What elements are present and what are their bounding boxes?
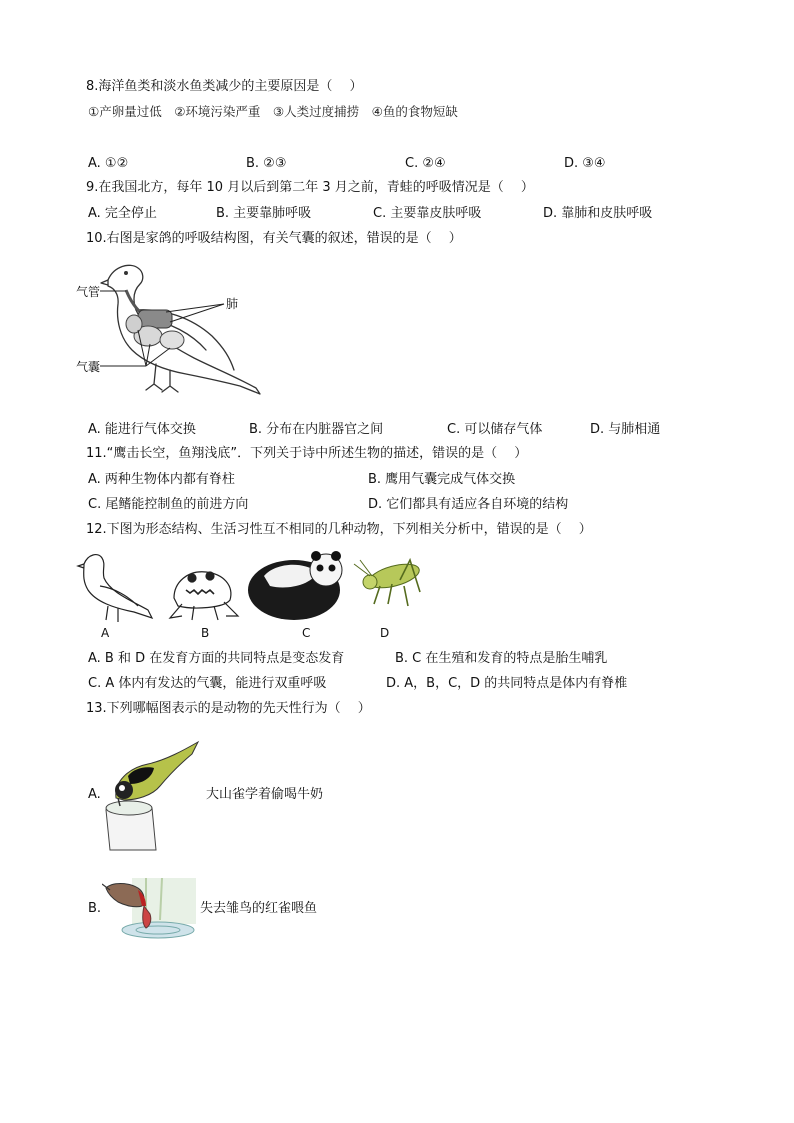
q11-stem: 11.“鹰击长空，鱼翔浅底”．下列关于诗中所述生物的描述，错误的是（ ） bbox=[86, 446, 528, 461]
q8-option-a[interactable]: A. ①② bbox=[88, 156, 129, 171]
label-a: A bbox=[101, 626, 110, 640]
q8-option-c[interactable]: C. ②④ bbox=[405, 156, 446, 171]
q11-option-b[interactable]: B. 鹰用气囊完成气体交换 bbox=[368, 472, 516, 487]
grasshopper-icon bbox=[354, 560, 422, 606]
q9-option-b[interactable]: B. 主要靠肺呼吸 bbox=[216, 206, 312, 221]
q8-items: ①产卵量过低 ②环境污染严重 ③人类过度捕捞 ④鱼的食物短缺 bbox=[88, 104, 458, 119]
label-trachea: 气管 bbox=[76, 285, 101, 299]
label-lung: 肺 bbox=[226, 297, 239, 311]
animal-figures bbox=[74, 546, 424, 626]
frog-icon bbox=[170, 572, 238, 620]
q9-option-a[interactable]: A. 完全停止 bbox=[88, 206, 157, 221]
pigeon-icon bbox=[78, 555, 152, 622]
q8-stem: 8.海洋鱼类和淡水鱼类减少的主要原因是（ ） bbox=[86, 79, 363, 94]
q12-option-c[interactable]: C. A 体内有发达的气囊，能进行双重呼吸 bbox=[88, 676, 327, 691]
q13-option-b-caption: 失去雏鸟的红雀喂鱼 bbox=[200, 901, 318, 916]
q12-stem: 12.下图为形态结构、生活习性互不相同的几种动物，下列相关分析中，错误的是（ ） bbox=[86, 522, 592, 537]
q10-option-c[interactable]: C. 可以储存气体 bbox=[447, 422, 543, 437]
q12-option-d[interactable]: D. A，B，C，D 的共同特点是体内有脊椎 bbox=[386, 676, 628, 691]
q11-option-d[interactable]: D. 它们都具有适应各自环境的结构 bbox=[368, 497, 569, 512]
label-b: B bbox=[201, 626, 210, 640]
titmouse-milk-bottle-image bbox=[100, 738, 200, 856]
q13-option-a-letter[interactable]: A. bbox=[88, 787, 101, 802]
cardinal-feeding-fish-image bbox=[102, 878, 196, 940]
q9-option-c[interactable]: C. 主要靠皮肤呼吸 bbox=[373, 206, 482, 221]
q12-option-b[interactable]: B. C 在生殖和发育的特点是胎生哺乳 bbox=[395, 651, 608, 666]
q10-option-a[interactable]: A. 能进行气体交换 bbox=[88, 422, 196, 437]
q10-stem: 10.右图是家鸽的呼吸结构图，有关气囊的叙述，错误的是（ ） bbox=[86, 231, 462, 246]
label-d: D bbox=[380, 626, 390, 640]
q8-option-b[interactable]: B. ②③ bbox=[246, 156, 287, 171]
q11-option-a[interactable]: A. 两种生物体内都有脊柱 bbox=[88, 472, 235, 487]
pigeon-respiratory-figure bbox=[74, 258, 274, 403]
q9-stem: 9.在我国北方，每年 10 月以后到第二年 3 月之前，青蛙的呼吸情况是（ ） bbox=[86, 180, 534, 195]
q13-stem: 13.下列哪幅图表示的是动物的先天性行为（ ） bbox=[86, 701, 371, 716]
q11-option-c[interactable]: C. 尾鳍能控制鱼的前进方向 bbox=[88, 497, 249, 512]
q13-option-a-caption: 大山雀学着偷喝牛奶 bbox=[206, 787, 324, 802]
q8-option-d[interactable]: D. ③④ bbox=[564, 156, 606, 171]
label-c: C bbox=[302, 626, 311, 640]
q10-option-d[interactable]: D. 与肺相通 bbox=[590, 422, 661, 437]
q13-option-b-letter[interactable]: B. bbox=[88, 901, 102, 916]
q12-option-a[interactable]: A. B 和 D 在发育方面的共同特点是变态发育 bbox=[88, 651, 345, 666]
q9-option-d[interactable]: D. 靠肺和皮肤呼吸 bbox=[543, 206, 653, 221]
q10-option-b[interactable]: B. 分布在内脏器官之间 bbox=[249, 422, 384, 437]
panda-icon bbox=[248, 551, 342, 620]
label-air-sac: 气囊 bbox=[76, 360, 101, 374]
